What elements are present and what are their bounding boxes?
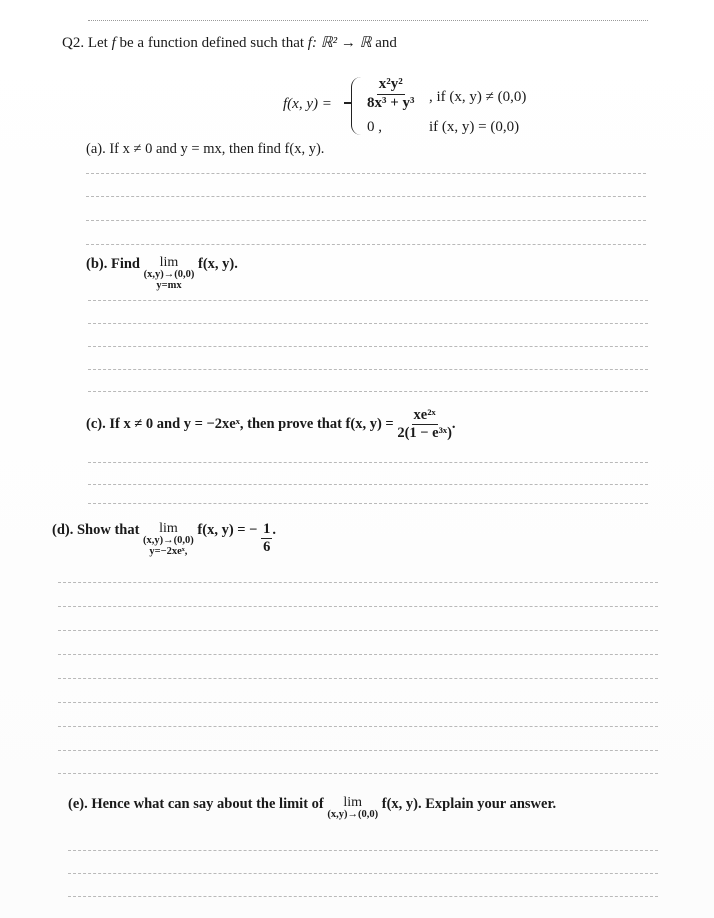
answer-line <box>88 503 648 504</box>
answer-line <box>68 873 658 874</box>
top-rule <box>88 20 648 21</box>
part-b-expression: f(x, y). <box>198 256 238 272</box>
answer-line <box>88 369 648 370</box>
intro-text-mid: be a function defined such that <box>119 35 305 51</box>
intro-text-post: and <box>375 35 397 51</box>
answer-line <box>58 726 658 727</box>
question-header <box>62 33 397 52</box>
part-d <box>52 522 276 557</box>
lim-word: lim <box>159 521 178 536</box>
function-symbol: f <box>111 35 116 51</box>
case1-denominator: 8x³ + y³ <box>367 94 415 111</box>
answer-line <box>58 630 658 631</box>
answer-line <box>58 606 658 607</box>
answer-line <box>86 244 646 245</box>
part-e-tail: Explain your answer. <box>425 796 557 812</box>
part-d-end: . <box>272 522 276 538</box>
part-c-label: (c). <box>86 416 106 433</box>
part-d-numerator: 1 <box>261 522 272 539</box>
answer-line <box>58 678 658 679</box>
answer-line <box>58 750 658 751</box>
part-a-text: If x ≠ 0 and y = mx, then find f(x, y). <box>109 141 325 157</box>
answer-line <box>58 702 658 703</box>
part-b-label: (b). Find <box>86 256 140 272</box>
part-c-fraction <box>397 408 452 441</box>
lim-subscript-1: (x,y)→(0,0) <box>143 535 194 546</box>
intro-text-pre: Let <box>87 35 108 51</box>
answer-line <box>88 391 648 392</box>
case1-numerator: x²y² <box>377 77 405 95</box>
limit-operator <box>144 256 195 291</box>
part-e-expression: f(x, y). <box>381 796 422 812</box>
answer-line <box>86 173 646 174</box>
answer-line <box>86 196 646 197</box>
lim-subscript-1: (x,y)→(0,0) <box>143 269 195 280</box>
part-d-expression: f(x, y) = − <box>197 522 258 538</box>
part-c-denominator: 2(1 − e³ˣ) <box>397 425 452 442</box>
part-c-end: . <box>451 416 456 433</box>
part-a <box>86 141 324 158</box>
case1-fraction <box>367 77 415 112</box>
lim-subscript-1: (x,y)→(0,0) <box>327 809 379 820</box>
lim-word: lim <box>343 795 363 810</box>
case-zero <box>367 119 520 136</box>
part-c <box>86 408 456 441</box>
part-d-fraction <box>261 522 272 555</box>
limit-operator <box>327 796 378 821</box>
part-b <box>86 256 238 291</box>
part-d-label: (d). Show that <box>52 522 140 538</box>
answer-line <box>88 462 648 463</box>
definition-lhs: f(x, y) = <box>283 96 332 112</box>
answer-line <box>86 220 646 221</box>
answer-line <box>58 654 658 655</box>
mapping: f: ℝ² → ℝ <box>307 35 372 51</box>
answer-line <box>58 773 658 774</box>
part-c-text: If x ≠ 0 and y = −2xeˣ, then prove that f(x, y) = <box>109 416 394 433</box>
part-e <box>68 796 556 821</box>
part-c-numerator: xe²ˣ <box>412 408 438 425</box>
part-e-label: (e). Hence what can say about the limit of <box>68 796 324 812</box>
lim-subscript-2: y=−2xeˣ, <box>149 545 188 557</box>
case1-condition: , if (x, y) ≠ (0,0) <box>429 89 527 105</box>
answer-line <box>88 484 648 485</box>
question-label: Q2. <box>62 35 85 51</box>
case-nonzero <box>367 76 527 112</box>
part-a-label: (a). <box>86 141 106 157</box>
answer-line <box>68 896 658 897</box>
left-brace <box>351 77 362 135</box>
limit-operator <box>143 522 194 557</box>
part-d-denominator: 6 <box>263 539 271 556</box>
answer-line <box>68 850 658 851</box>
left-brace-tip <box>344 102 352 104</box>
case2-value: 0 , <box>367 119 382 135</box>
answer-line <box>58 582 658 583</box>
lim-subscript-2: y=mx <box>156 279 182 291</box>
case2-condition: if (x, y) = (0,0) <box>429 119 520 135</box>
lim-word: lim <box>159 255 179 270</box>
answer-line <box>88 300 648 301</box>
answer-line <box>88 323 648 324</box>
answer-line <box>88 346 648 347</box>
